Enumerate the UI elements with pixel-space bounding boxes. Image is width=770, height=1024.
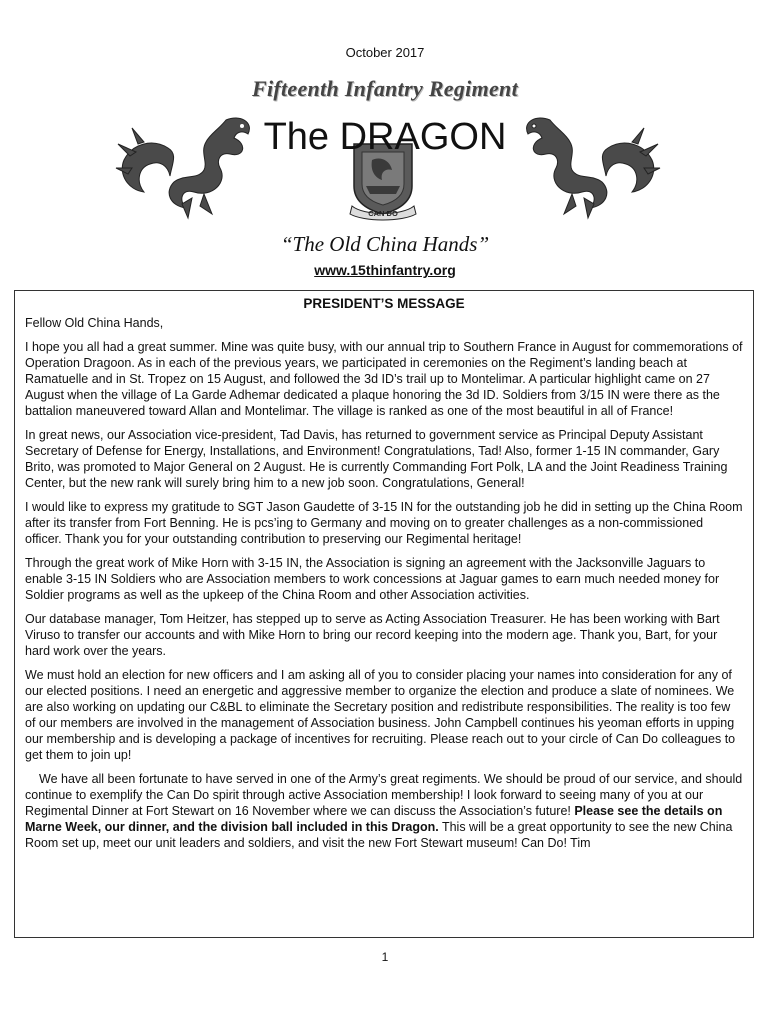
newsletter-title: The DRAGON bbox=[263, 116, 507, 158]
regiment-title: Fifteenth Infantry Regiment bbox=[251, 76, 518, 101]
closing-bold-text: Please see the details on Marne Week, our dinner, and the division ball included in this Dragon. bbox=[25, 804, 723, 834]
message-greeting: Fellow Old China Hands, bbox=[25, 316, 164, 330]
message-paragraph: I would like to express my gratitude to SGT Jason Gaudette of 3-15 IN for the outstanding job he did in setting up the China Room after its transfer from Fort Benning. He is pcs’ing to Germany and moving on to greater challenges as a non-commissioned officer. Thank you for your outstanding contribution to preserving our Regimental heritage! bbox=[25, 500, 743, 546]
message-heading: PRESIDENT’S MESSAGE bbox=[303, 296, 465, 311]
message-paragraph: We must hold an election for new officers and I am asking all of you to consider placing your names into consideration for any of our elected positions. I need an energetic and aggressive member to organize the election and produce a slate of nominees. We are also working on updating our C&BL to eliminate the Secretary position and redistribute responsibilities. The reality is too few of our members are involved in the management of Association business. John Campbell continues his yeoman efforts in upping our membership and is developing a package of incentives for recruiting. Please reach out to your circle of Can Do colleagues to get them to join up! bbox=[25, 668, 736, 762]
issue-date: October 2017 bbox=[345, 45, 425, 60]
message-paragraph: I hope you all had a great summer. Mine was quite busy, with our annual trip to Southern France in August for commemorations of Operation Dragoon. As in each of the previous years, we participated in ceremonies on the Regiment’s landing beach at Ramatuelle and in St. Tropez on 15 August, and followed the 3d ID’s trail up to Montelimar. A particular highlight came on 27 August when the village of La Garde Adhemar dedicated a plaque honoring the 3d ID. Soldiers from 3/15 IN were there as the battalion maneuvered toward Allan and Montelimar. The village is ranked as one of the most beautiful in all of France! bbox=[25, 340, 743, 418]
motto-subtitle: “The Old China Hands” bbox=[280, 232, 490, 256]
closing-text-after: This will be a great opportunity to see the new China Room set up, meet our unit leaders and soldiers, and visit the new Fort Stewart museum! Can Do! Tim bbox=[25, 820, 733, 850]
page-number: 1 bbox=[381, 950, 389, 964]
closing-text-before: We have all been fortunate to have served in one of the Army’s great regiments. We should be proud of our service, and should continue to exemplify the Can Do spirit through active Association membership! I look forward to seeing many of you at our Regimental Dinner at Fort Stewart on 16 November where we can discuss the Association’s future! bbox=[25, 772, 743, 818]
crest-motto: CAN DO bbox=[368, 209, 398, 218]
message-paragraph: Our database manager, Tom Heitzer, has stepped up to serve as Acting Association Treasurer. He has been working with Bart Viruso to transfer our accounts and with Mike Horn to bring our record keeping into the modern age. Thank you, Bart, for your hard work over the years. bbox=[25, 612, 720, 658]
message-paragraph: Through the great work of Mike Horn with 3-15 IN, the Association is signing an agreement with the Jacksonville Jaguars to enable 3-15 IN Soldiers who are Association members to work concessions at Jaguar games to earn much needed money for Soldier programs as well as the upkeep of the China Room and other Association activities. bbox=[25, 556, 720, 602]
presidents-message-box bbox=[14, 290, 754, 938]
message-paragraph: In great news, our Association vice-president, Tad Davis, has returned to government service as Principal Deputy Assistant Secretary of Defense for Energy, Installations, and Environment! Congratulations, Tad! Also, former 1-15 IN commander, Gary Brito, was promoted to Major General on 2 August. He is currently Commanding Fort Polk, LA and the Joint Readiness Training Center, but the new rank will surely bring him to a new job soon. Congratulations, General! bbox=[25, 428, 728, 490]
message-closing-paragraph bbox=[25, 771, 743, 851]
website-link[interactable]: www.15thinfantry.org bbox=[314, 262, 456, 278]
